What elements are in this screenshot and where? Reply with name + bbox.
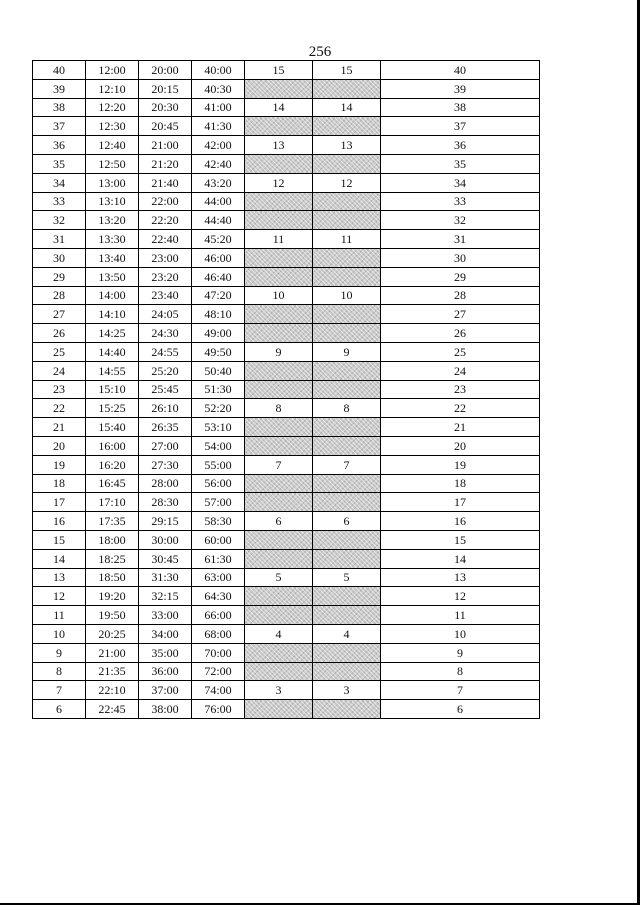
- time-cell-2: 21:00: [139, 136, 192, 155]
- time-cell-1: 22:10: [86, 681, 139, 700]
- level-cell: 34: [33, 173, 86, 192]
- level-cell: 37: [33, 117, 86, 136]
- table-row: [33, 230, 540, 249]
- score-cell-a: 5: [245, 568, 313, 587]
- score-cell-a: [245, 436, 313, 455]
- time-cell-1: 13:30: [86, 230, 139, 249]
- level-right-cell: 10: [381, 624, 540, 643]
- time-cell-1: 13:40: [86, 248, 139, 267]
- level-cell: 15: [33, 530, 86, 549]
- table-row: [33, 549, 540, 568]
- score-cell-b: [313, 662, 381, 681]
- time-cell-2: 22:00: [139, 192, 192, 211]
- time-cell-3: 74:00: [192, 681, 245, 700]
- table-row: [33, 624, 540, 643]
- table-row: [33, 248, 540, 267]
- level-right-cell: 12: [381, 587, 540, 606]
- score-cell-b: [313, 493, 381, 512]
- time-cell-3: 41:30: [192, 117, 245, 136]
- level-right-cell: 13: [381, 568, 540, 587]
- level-right-cell: 9: [381, 643, 540, 662]
- time-cell-1: 18:00: [86, 530, 139, 549]
- level-cell: 20: [33, 436, 86, 455]
- level-right-cell: 37: [381, 117, 540, 136]
- time-cell-2: 29:15: [139, 512, 192, 531]
- score-cell-a: 13: [245, 136, 313, 155]
- time-cell-2: 22:20: [139, 211, 192, 230]
- table-row: [33, 512, 540, 531]
- level-cell: 6: [33, 700, 86, 719]
- level-right-cell: 33: [381, 192, 540, 211]
- time-cell-1: 12:50: [86, 154, 139, 173]
- time-cell-3: 57:00: [192, 493, 245, 512]
- time-cell-1: 12:10: [86, 79, 139, 98]
- time-cell-2: 32:15: [139, 587, 192, 606]
- time-cell-1: 12:40: [86, 136, 139, 155]
- level-cell: 31: [33, 230, 86, 249]
- level-right-cell: 8: [381, 662, 540, 681]
- score-cell-a: [245, 530, 313, 549]
- score-cell-a: [245, 154, 313, 173]
- level-cell: 17: [33, 493, 86, 512]
- level-right-cell: 35: [381, 154, 540, 173]
- score-cell-b: 3: [313, 681, 381, 700]
- score-cell-a: 15: [245, 61, 313, 80]
- time-cell-2: 24:30: [139, 324, 192, 343]
- score-cell-a: [245, 324, 313, 343]
- time-cell-3: 46:40: [192, 267, 245, 286]
- score-cell-a: [245, 248, 313, 267]
- time-cell-2: 26:35: [139, 418, 192, 437]
- table-row: [33, 418, 540, 437]
- time-cell-3: 64:30: [192, 587, 245, 606]
- time-cell-1: 19:20: [86, 587, 139, 606]
- time-cell-3: 40:00: [192, 61, 245, 80]
- time-cell-2: 23:40: [139, 286, 192, 305]
- level-cell: 16: [33, 512, 86, 531]
- time-cell-3: 42:40: [192, 154, 245, 173]
- time-cell-1: 14:25: [86, 324, 139, 343]
- table-body: [33, 61, 540, 719]
- level-cell: 11: [33, 606, 86, 625]
- time-cell-3: 56:00: [192, 474, 245, 493]
- score-cell-b: 12: [313, 173, 381, 192]
- time-cell-3: 54:00: [192, 436, 245, 455]
- score-cell-b: [313, 154, 381, 173]
- score-cell-b: [313, 305, 381, 324]
- time-cell-2: 37:00: [139, 681, 192, 700]
- level-cell: 36: [33, 136, 86, 155]
- level-right-cell: 25: [381, 342, 540, 361]
- time-cell-3: 46:00: [192, 248, 245, 267]
- time-cell-3: 63:00: [192, 568, 245, 587]
- time-cell-1: 14:00: [86, 286, 139, 305]
- time-cell-3: 55:00: [192, 455, 245, 474]
- page-number: 256: [308, 44, 332, 60]
- score-cell-a: [245, 418, 313, 437]
- time-cell-2: 20:00: [139, 61, 192, 80]
- level-cell: 40: [33, 61, 86, 80]
- table-row: [33, 587, 540, 606]
- time-cell-2: 25:45: [139, 380, 192, 399]
- score-cell-a: 14: [245, 98, 313, 117]
- level-right-cell: 21: [381, 418, 540, 437]
- level-right-cell: 32: [381, 211, 540, 230]
- table-row: [33, 380, 540, 399]
- time-cell-3: 41:00: [192, 98, 245, 117]
- table-row: [33, 342, 540, 361]
- score-cell-a: 11: [245, 230, 313, 249]
- table-row: [33, 568, 540, 587]
- score-cell-b: [313, 211, 381, 230]
- score-cell-b: [313, 380, 381, 399]
- level-right-cell: 11: [381, 606, 540, 625]
- score-cell-b: [313, 530, 381, 549]
- time-cell-2: 21:40: [139, 173, 192, 192]
- level-right-cell: 19: [381, 455, 540, 474]
- table-row: [33, 154, 540, 173]
- time-cell-3: 52:20: [192, 399, 245, 418]
- time-cell-2: 28:00: [139, 474, 192, 493]
- time-cell-2: 26:10: [139, 399, 192, 418]
- score-cell-b: 8: [313, 399, 381, 418]
- level-right-cell: 14: [381, 549, 540, 568]
- time-cell-3: 48:10: [192, 305, 245, 324]
- time-cell-1: 15:40: [86, 418, 139, 437]
- score-cell-a: [245, 643, 313, 662]
- time-cell-2: 21:20: [139, 154, 192, 173]
- level-right-cell: 6: [381, 700, 540, 719]
- table-row: [33, 98, 540, 117]
- time-cell-2: 24:05: [139, 305, 192, 324]
- score-cell-b: [313, 418, 381, 437]
- level-right-cell: 20: [381, 436, 540, 455]
- time-cell-3: 42:00: [192, 136, 245, 155]
- table-row: [33, 436, 540, 455]
- level-cell: 21: [33, 418, 86, 437]
- level-cell: 19: [33, 455, 86, 474]
- score-cell-b: [313, 643, 381, 662]
- level-cell: 13: [33, 568, 86, 587]
- time-cell-2: 24:55: [139, 342, 192, 361]
- score-cell-b: 11: [313, 230, 381, 249]
- level-right-cell: 17: [381, 493, 540, 512]
- table-row: [33, 61, 540, 80]
- level-cell: 10: [33, 624, 86, 643]
- level-right-cell: 36: [381, 136, 540, 155]
- time-cell-2: 31:30: [139, 568, 192, 587]
- time-cell-2: 27:30: [139, 455, 192, 474]
- time-cell-1: 18:50: [86, 568, 139, 587]
- table-row: [33, 324, 540, 343]
- time-cell-1: 14:40: [86, 342, 139, 361]
- level-cell: 33: [33, 192, 86, 211]
- level-cell: 30: [33, 248, 86, 267]
- level-cell: 14: [33, 549, 86, 568]
- score-cell-a: 9: [245, 342, 313, 361]
- table-row: [33, 662, 540, 681]
- score-cell-b: [313, 79, 381, 98]
- time-cell-1: 16:20: [86, 455, 139, 474]
- level-cell: 18: [33, 474, 86, 493]
- score-cell-b: [313, 192, 381, 211]
- score-cell-b: [313, 117, 381, 136]
- score-cell-b: 4: [313, 624, 381, 643]
- table-row: [33, 643, 540, 662]
- time-cell-1: 12:30: [86, 117, 139, 136]
- time-cell-2: 34:00: [139, 624, 192, 643]
- level-cell: 8: [33, 662, 86, 681]
- time-cell-3: 76:00: [192, 700, 245, 719]
- time-cell-2: 30:45: [139, 549, 192, 568]
- time-cell-2: 20:15: [139, 79, 192, 98]
- score-cell-b: 14: [313, 98, 381, 117]
- score-cell-a: [245, 662, 313, 681]
- table-row: [33, 361, 540, 380]
- time-cell-1: 15:25: [86, 399, 139, 418]
- score-cell-b: 13: [313, 136, 381, 155]
- time-cell-3: 49:00: [192, 324, 245, 343]
- time-cell-2: 23:20: [139, 267, 192, 286]
- level-right-cell: 34: [381, 173, 540, 192]
- score-cell-b: 9: [313, 342, 381, 361]
- time-cell-2: 20:45: [139, 117, 192, 136]
- score-cell-a: [245, 549, 313, 568]
- time-cell-1: 14:10: [86, 305, 139, 324]
- time-cell-3: 44:40: [192, 211, 245, 230]
- score-cell-b: 10: [313, 286, 381, 305]
- level-cell: 38: [33, 98, 86, 117]
- level-right-cell: 29: [381, 267, 540, 286]
- score-cell-a: 7: [245, 455, 313, 474]
- level-cell: 7: [33, 681, 86, 700]
- table-row: [33, 117, 540, 136]
- time-cell-1: 16:45: [86, 474, 139, 493]
- level-right-cell: 38: [381, 98, 540, 117]
- level-right-cell: 39: [381, 79, 540, 98]
- time-cell-1: 17:10: [86, 493, 139, 512]
- time-cell-2: 27:00: [139, 436, 192, 455]
- time-cell-1: 12:20: [86, 98, 139, 117]
- table-row: [33, 455, 540, 474]
- level-cell: 27: [33, 305, 86, 324]
- level-cell: 26: [33, 324, 86, 343]
- score-cell-a: [245, 211, 313, 230]
- score-cell-b: [313, 606, 381, 625]
- score-cell-a: [245, 606, 313, 625]
- level-cell: 25: [33, 342, 86, 361]
- time-cell-3: 45:20: [192, 230, 245, 249]
- score-cell-a: [245, 305, 313, 324]
- level-right-cell: 22: [381, 399, 540, 418]
- score-cell-b: [313, 436, 381, 455]
- time-cell-2: 35:00: [139, 643, 192, 662]
- level-cell: 22: [33, 399, 86, 418]
- time-cell-3: 68:00: [192, 624, 245, 643]
- time-cell-3: 66:00: [192, 606, 245, 625]
- time-cell-1: 16:00: [86, 436, 139, 455]
- score-cell-a: [245, 192, 313, 211]
- level-right-cell: 24: [381, 361, 540, 380]
- time-cell-1: 13:10: [86, 192, 139, 211]
- score-table: [32, 60, 540, 719]
- time-cell-1: 15:10: [86, 380, 139, 399]
- level-right-cell: 16: [381, 512, 540, 531]
- score-cell-a: 10: [245, 286, 313, 305]
- score-cell-a: [245, 587, 313, 606]
- score-cell-a: [245, 117, 313, 136]
- table-row: [33, 493, 540, 512]
- time-cell-2: 30:00: [139, 530, 192, 549]
- time-cell-1: 18:25: [86, 549, 139, 568]
- time-cell-1: 21:35: [86, 662, 139, 681]
- time-cell-1: 12:00: [86, 61, 139, 80]
- score-cell-b: [313, 248, 381, 267]
- table-row: [33, 173, 540, 192]
- level-cell: 9: [33, 643, 86, 662]
- time-cell-1: 22:45: [86, 700, 139, 719]
- level-right-cell: 18: [381, 474, 540, 493]
- score-cell-a: [245, 380, 313, 399]
- level-cell: 12: [33, 587, 86, 606]
- score-cell-b: 6: [313, 512, 381, 531]
- time-cell-1: 17:35: [86, 512, 139, 531]
- level-right-cell: 27: [381, 305, 540, 324]
- table-row: [33, 606, 540, 625]
- score-cell-b: [313, 474, 381, 493]
- time-cell-3: 51:30: [192, 380, 245, 399]
- table-row: [33, 267, 540, 286]
- table-row: [33, 305, 540, 324]
- level-cell: 35: [33, 154, 86, 173]
- time-cell-3: 53:10: [192, 418, 245, 437]
- level-cell: 24: [33, 361, 86, 380]
- level-right-cell: 7: [381, 681, 540, 700]
- level-right-cell: 28: [381, 286, 540, 305]
- level-cell: 23: [33, 380, 86, 399]
- score-cell-b: 7: [313, 455, 381, 474]
- time-cell-1: 13:20: [86, 211, 139, 230]
- score-cell-b: [313, 361, 381, 380]
- time-cell-2: 36:00: [139, 662, 192, 681]
- score-cell-a: [245, 493, 313, 512]
- level-right-cell: 31: [381, 230, 540, 249]
- time-cell-3: 44:00: [192, 192, 245, 211]
- time-cell-3: 70:00: [192, 643, 245, 662]
- table-row: [33, 700, 540, 719]
- time-cell-2: 22:40: [139, 230, 192, 249]
- score-cell-a: 6: [245, 512, 313, 531]
- score-cell-b: 5: [313, 568, 381, 587]
- level-cell: 32: [33, 211, 86, 230]
- time-cell-3: 49:50: [192, 342, 245, 361]
- score-cell-a: [245, 79, 313, 98]
- score-cell-b: [313, 324, 381, 343]
- score-cell-b: [313, 700, 381, 719]
- time-cell-1: 13:50: [86, 267, 139, 286]
- table-row: [33, 474, 540, 493]
- score-cell-a: 8: [245, 399, 313, 418]
- score-cell-a: [245, 474, 313, 493]
- table-row: [33, 79, 540, 98]
- level-right-cell: 40: [381, 61, 540, 80]
- table-row: [33, 530, 540, 549]
- time-cell-2: 25:20: [139, 361, 192, 380]
- time-cell-2: 20:30: [139, 98, 192, 117]
- time-cell-1: 19:50: [86, 606, 139, 625]
- level-right-cell: 15: [381, 530, 540, 549]
- level-cell: 29: [33, 267, 86, 286]
- time-cell-1: 13:00: [86, 173, 139, 192]
- table-row: [33, 211, 540, 230]
- time-cell-2: 38:00: [139, 700, 192, 719]
- time-cell-3: 43:20: [192, 173, 245, 192]
- level-right-cell: 30: [381, 248, 540, 267]
- score-cell-a: 12: [245, 173, 313, 192]
- score-cell-a: [245, 267, 313, 286]
- score-cell-a: [245, 700, 313, 719]
- score-cell-a: [245, 361, 313, 380]
- time-cell-3: 40:30: [192, 79, 245, 98]
- time-cell-1: 20:25: [86, 624, 139, 643]
- score-cell-a: 3: [245, 681, 313, 700]
- time-cell-3: 61:30: [192, 549, 245, 568]
- time-cell-1: 14:55: [86, 361, 139, 380]
- time-cell-2: 28:30: [139, 493, 192, 512]
- time-cell-3: 60:00: [192, 530, 245, 549]
- table-row: [33, 192, 540, 211]
- level-right-cell: 26: [381, 324, 540, 343]
- score-cell-b: 15: [313, 61, 381, 80]
- level-right-cell: 23: [381, 380, 540, 399]
- score-cell-a: 4: [245, 624, 313, 643]
- time-cell-1: 21:00: [86, 643, 139, 662]
- time-cell-3: 47:20: [192, 286, 245, 305]
- score-cell-b: [313, 587, 381, 606]
- score-cell-b: [313, 267, 381, 286]
- score-cell-b: [313, 549, 381, 568]
- time-cell-2: 33:00: [139, 606, 192, 625]
- time-cell-3: 50:40: [192, 361, 245, 380]
- time-cell-2: 23:00: [139, 248, 192, 267]
- table-row: [33, 136, 540, 155]
- time-cell-3: 72:00: [192, 662, 245, 681]
- time-cell-3: 58:30: [192, 512, 245, 531]
- level-cell: 28: [33, 286, 86, 305]
- table-row: [33, 286, 540, 305]
- table-row: [33, 681, 540, 700]
- table-row: [33, 399, 540, 418]
- level-cell: 39: [33, 79, 86, 98]
